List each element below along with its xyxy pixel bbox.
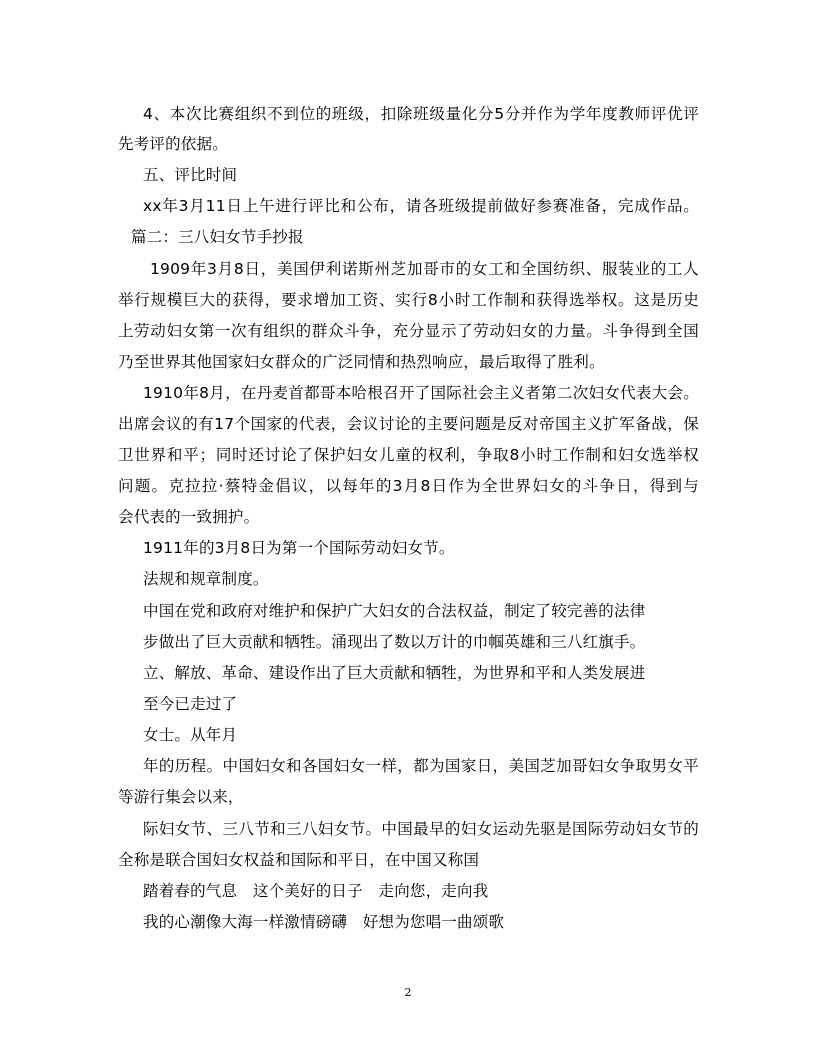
text-line: 会代表的一致拥护。 [118, 508, 260, 526]
text-line: 我的心潮像大海一样激情磅礴 好想为您唱一曲颂歌 [143, 913, 505, 931]
text-line: 1909年3月8日，美国伊利诺斯州芝加哥市的女工和全国纺织、服装业的工人 [150, 260, 699, 278]
text-line: 至今已走过了 [143, 695, 238, 713]
text-line: 先考评的依据。 [118, 135, 228, 153]
page-number: 2 [404, 986, 412, 999]
text-line: 举行规模巨大的获得，要求增加工资、实行8小时工作制和获得选举权。这是历史 [118, 291, 699, 309]
text-line: 卫世界和平；同时还讨论了保护妇女儿童的权利，争取8小时工作制和妇女选举权 [118, 446, 699, 464]
text-line: 问题。克拉拉·蔡特金倡议，以每年的3月8日作为全世界妇女的斗争日，得到与 [118, 477, 699, 495]
text-line: 出席会议的有17个国家的代表，会议讨论的主要问题是反对帝国主义扩军备战，保 [118, 415, 699, 433]
text-line: 1911年的3月8日为第一个国际劳动妇女节。 [143, 539, 455, 557]
text-line: 上劳动妇女第一次有组织的群众斗争，充分显示了劳动妇女的力量。斗争得到全国 [118, 322, 699, 340]
text-line: 踏着春的气息 这个美好的日子 走向您，走向我 [143, 882, 489, 900]
text-line: 等游行集会以来， [118, 788, 244, 806]
text-line: 4、本次比赛组织不到位的班级，扣除班级量化分5分并作为学年度教师评优评 [143, 105, 699, 123]
text-line: 女士。从年月 [143, 726, 238, 744]
text-line: 年的历程。中国妇女和各国妇女一样，都为国家日，美国芝加哥妇女争取男女平 [143, 757, 699, 775]
text-line: 中国在党和政府对维护和保护广大妇女的合法权益，制定了较完善的法律 [143, 602, 646, 620]
text-line: 全称是联合国妇女权益和国际和平日，在中国又称国 [118, 851, 480, 869]
text-line: 步做出了巨大贡献和牺牲。涌现出了数以万计的巾帼英雄和三八红旗手。 [143, 633, 646, 651]
section-heading: 五、评比时间 [143, 166, 238, 184]
section-heading: 篇二：三八妇女节手抄报 [131, 228, 304, 246]
text-line: 法规和规章制度。 [143, 570, 269, 588]
text-line: 际妇女节、三八节和三八妇女节。中国最早的妇女运动先驱是国际劳动妇女节的 [143, 820, 699, 838]
text-line: xx年3月11日上午进行评比和公布，请各班级提前做好参赛准备，完成作品。 [143, 197, 699, 215]
text-line: 立、解放、革命、建设作出了巨大贡献和牺牲，为世界和平和人类发展进 [143, 664, 646, 682]
text-line: 乃至世界其他国家妇女群众的广泛同情和热烈响应，最后取得了胜利。 [118, 353, 605, 371]
text-line: 1910年8月，在丹麦首都哥本哈根召开了国际社会主义者第二次妇女代表大会。 [143, 384, 699, 402]
